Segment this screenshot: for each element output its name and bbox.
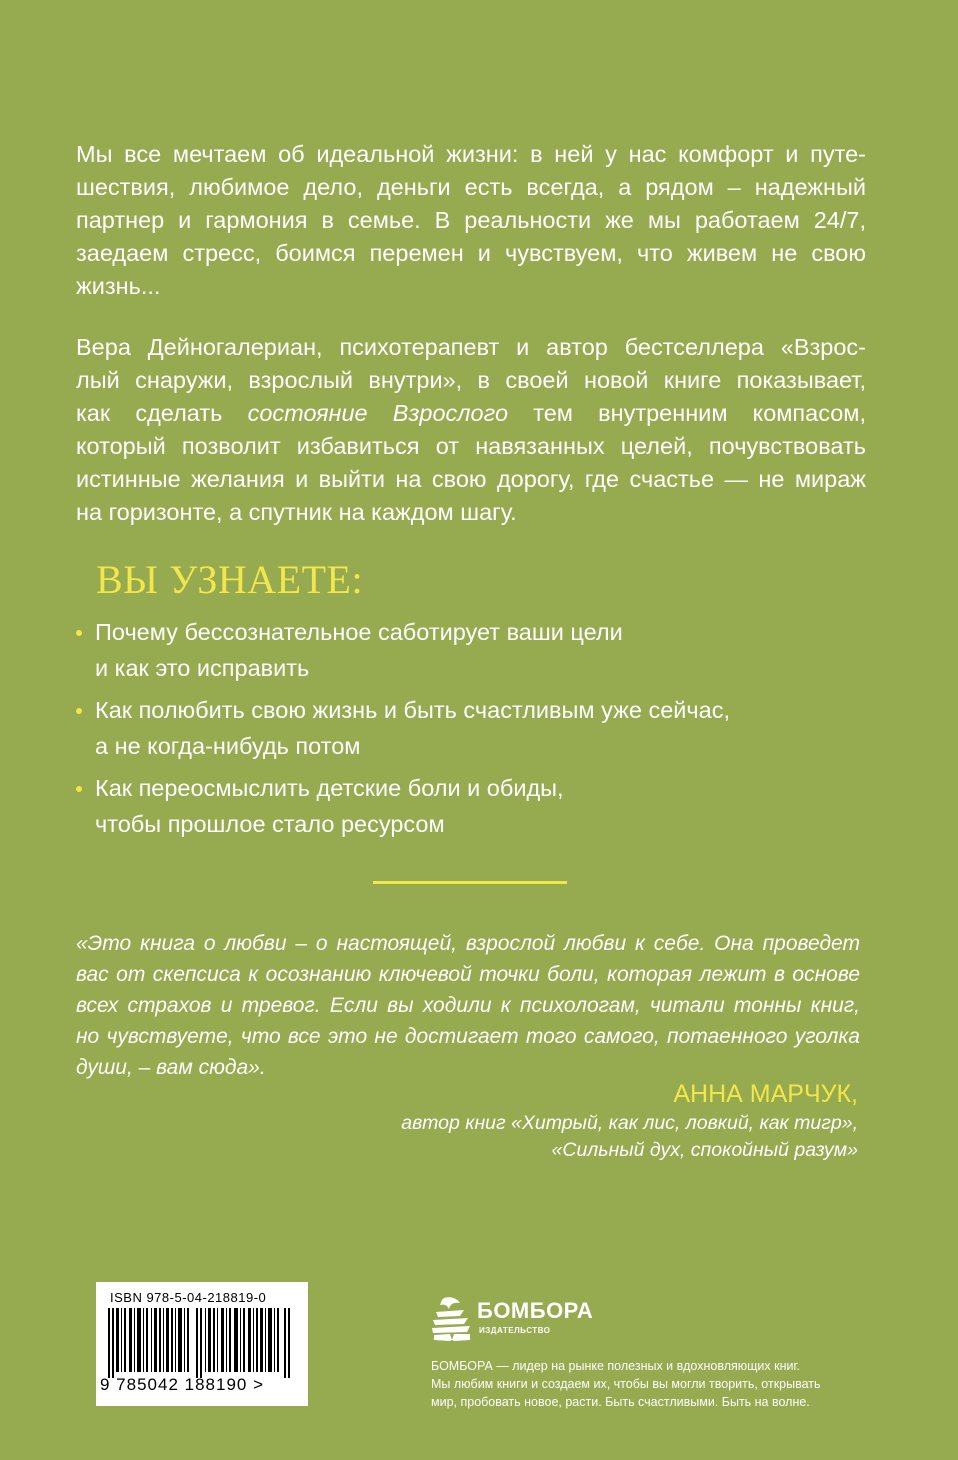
review-quote: [76, 928, 860, 1083]
list-item: [76, 692, 876, 764]
publisher-subtitle: ИЗДАТЕЛЬСТВО: [479, 1326, 551, 1335]
quote-line: но чувствуете, что все это не достигает того самого, потаенного уголка: [76, 1025, 860, 1048]
ean-number: 9 785042 188190 >: [100, 1375, 265, 1394]
publisher-line: Мы любим книги и создаем их, чтобы вы могли творить, открывать: [431, 1377, 821, 1391]
about-line3-post: тем внутренним компасом,: [508, 400, 866, 426]
list-item-line: Почему бессознательное саботирует ваши цели: [95, 619, 623, 645]
bullet-dot-icon: [76, 786, 82, 792]
author-desc-line: «Сильный дух, спокойный разум»: [551, 1139, 858, 1161]
list-item-line: Как полюбить свою жизнь и быть счастливым уже сейчас,: [95, 697, 730, 723]
bullet-dot-icon: [76, 708, 82, 714]
publisher-line: БОМБОРА — лидер на рынке полезных и вдохновляющих книг.: [431, 1359, 800, 1373]
publisher-logo: [430, 1296, 594, 1346]
isbn-text: ISBN 978-5-04-218819-0: [110, 1290, 267, 1305]
intro-line: шествия, любимое дело, деньги есть всегда, а рядом – надежный: [76, 174, 866, 200]
intro-line: Мы все мечтаем об идеальной жизни: в ней у нас комфорт и путе-: [76, 141, 866, 167]
intro-line: заедаем стресс, боимся перемен и чувствуем, что живем не свою: [76, 240, 866, 266]
list-item-line: и как это исправить: [95, 655, 310, 681]
list-item-line: а не когда-нибудь потом: [95, 733, 361, 759]
about-line: лый снаружи, взрослый внутри», в своей новой книге показывает,: [76, 367, 866, 393]
author-desc-line: автор книг «Хитрый, как лис, ловкий, как тигр»,: [401, 1112, 858, 1134]
quote-author: АННА МАРЧУК,: [673, 1080, 858, 1108]
publisher-name: БОМБОРА: [477, 1298, 594, 1323]
about-line3-emphasis: состояние Взрослого: [247, 400, 509, 426]
bullet-dot-icon: [76, 630, 82, 636]
about-line: [76, 397, 866, 430]
quote-line: души, – вам сюда».: [76, 1056, 266, 1079]
learn-heading: ВЫ УЗНАЕТЕ:: [96, 557, 364, 602]
quote-line: всех страхов и тревог. Если вы ходили к психологам, читали тонны книг,: [76, 994, 860, 1017]
about-paragraph: [76, 331, 866, 529]
about-line: Вера Дейногалериан, психотерапевт и автор бестселлера «Взрос-: [76, 334, 866, 360]
quote-author-description: [401, 1110, 858, 1164]
about-line: на горизонте, а спутник на каждом шагу.: [76, 499, 517, 525]
barcode-bars-icon: [108, 1308, 296, 1378]
quote-line: «Это книга о любви – о настоящей, взрослой любви к себе. Она проведет: [76, 932, 860, 955]
intro-line: жизнь...: [76, 273, 161, 299]
barcode: [96, 1282, 308, 1406]
intro-paragraph: [76, 138, 866, 303]
list-item: [76, 614, 876, 686]
publisher-line: мир, пробовать новое, расти. Быть счастливыми. Быть на волне.: [431, 1395, 810, 1409]
intro-line: партнер и гармония в семье. В реальности же мы работаем 24/7,: [76, 207, 866, 233]
publisher-description: [431, 1357, 863, 1411]
list-item: [76, 770, 876, 842]
list-item-line: чтобы прошлое стало ресурсом: [95, 811, 445, 837]
list-item-line: Как переосмыслить детские боли и обиды,: [95, 775, 564, 801]
about-line: который позволит избавиться от навязанных целей, почувствовать: [76, 433, 866, 459]
divider: [373, 881, 567, 884]
wave-book-icon: [430, 1296, 474, 1342]
quote-line: вас от скепсиса к осознанию ключевой точки боли, которая лежит в основе: [76, 963, 860, 986]
about-line3-pre: как сделать: [76, 400, 248, 426]
learn-list: [76, 614, 876, 848]
about-line: истинные желания и выйти на свою дорогу, где счастье — не мираж: [76, 466, 866, 492]
